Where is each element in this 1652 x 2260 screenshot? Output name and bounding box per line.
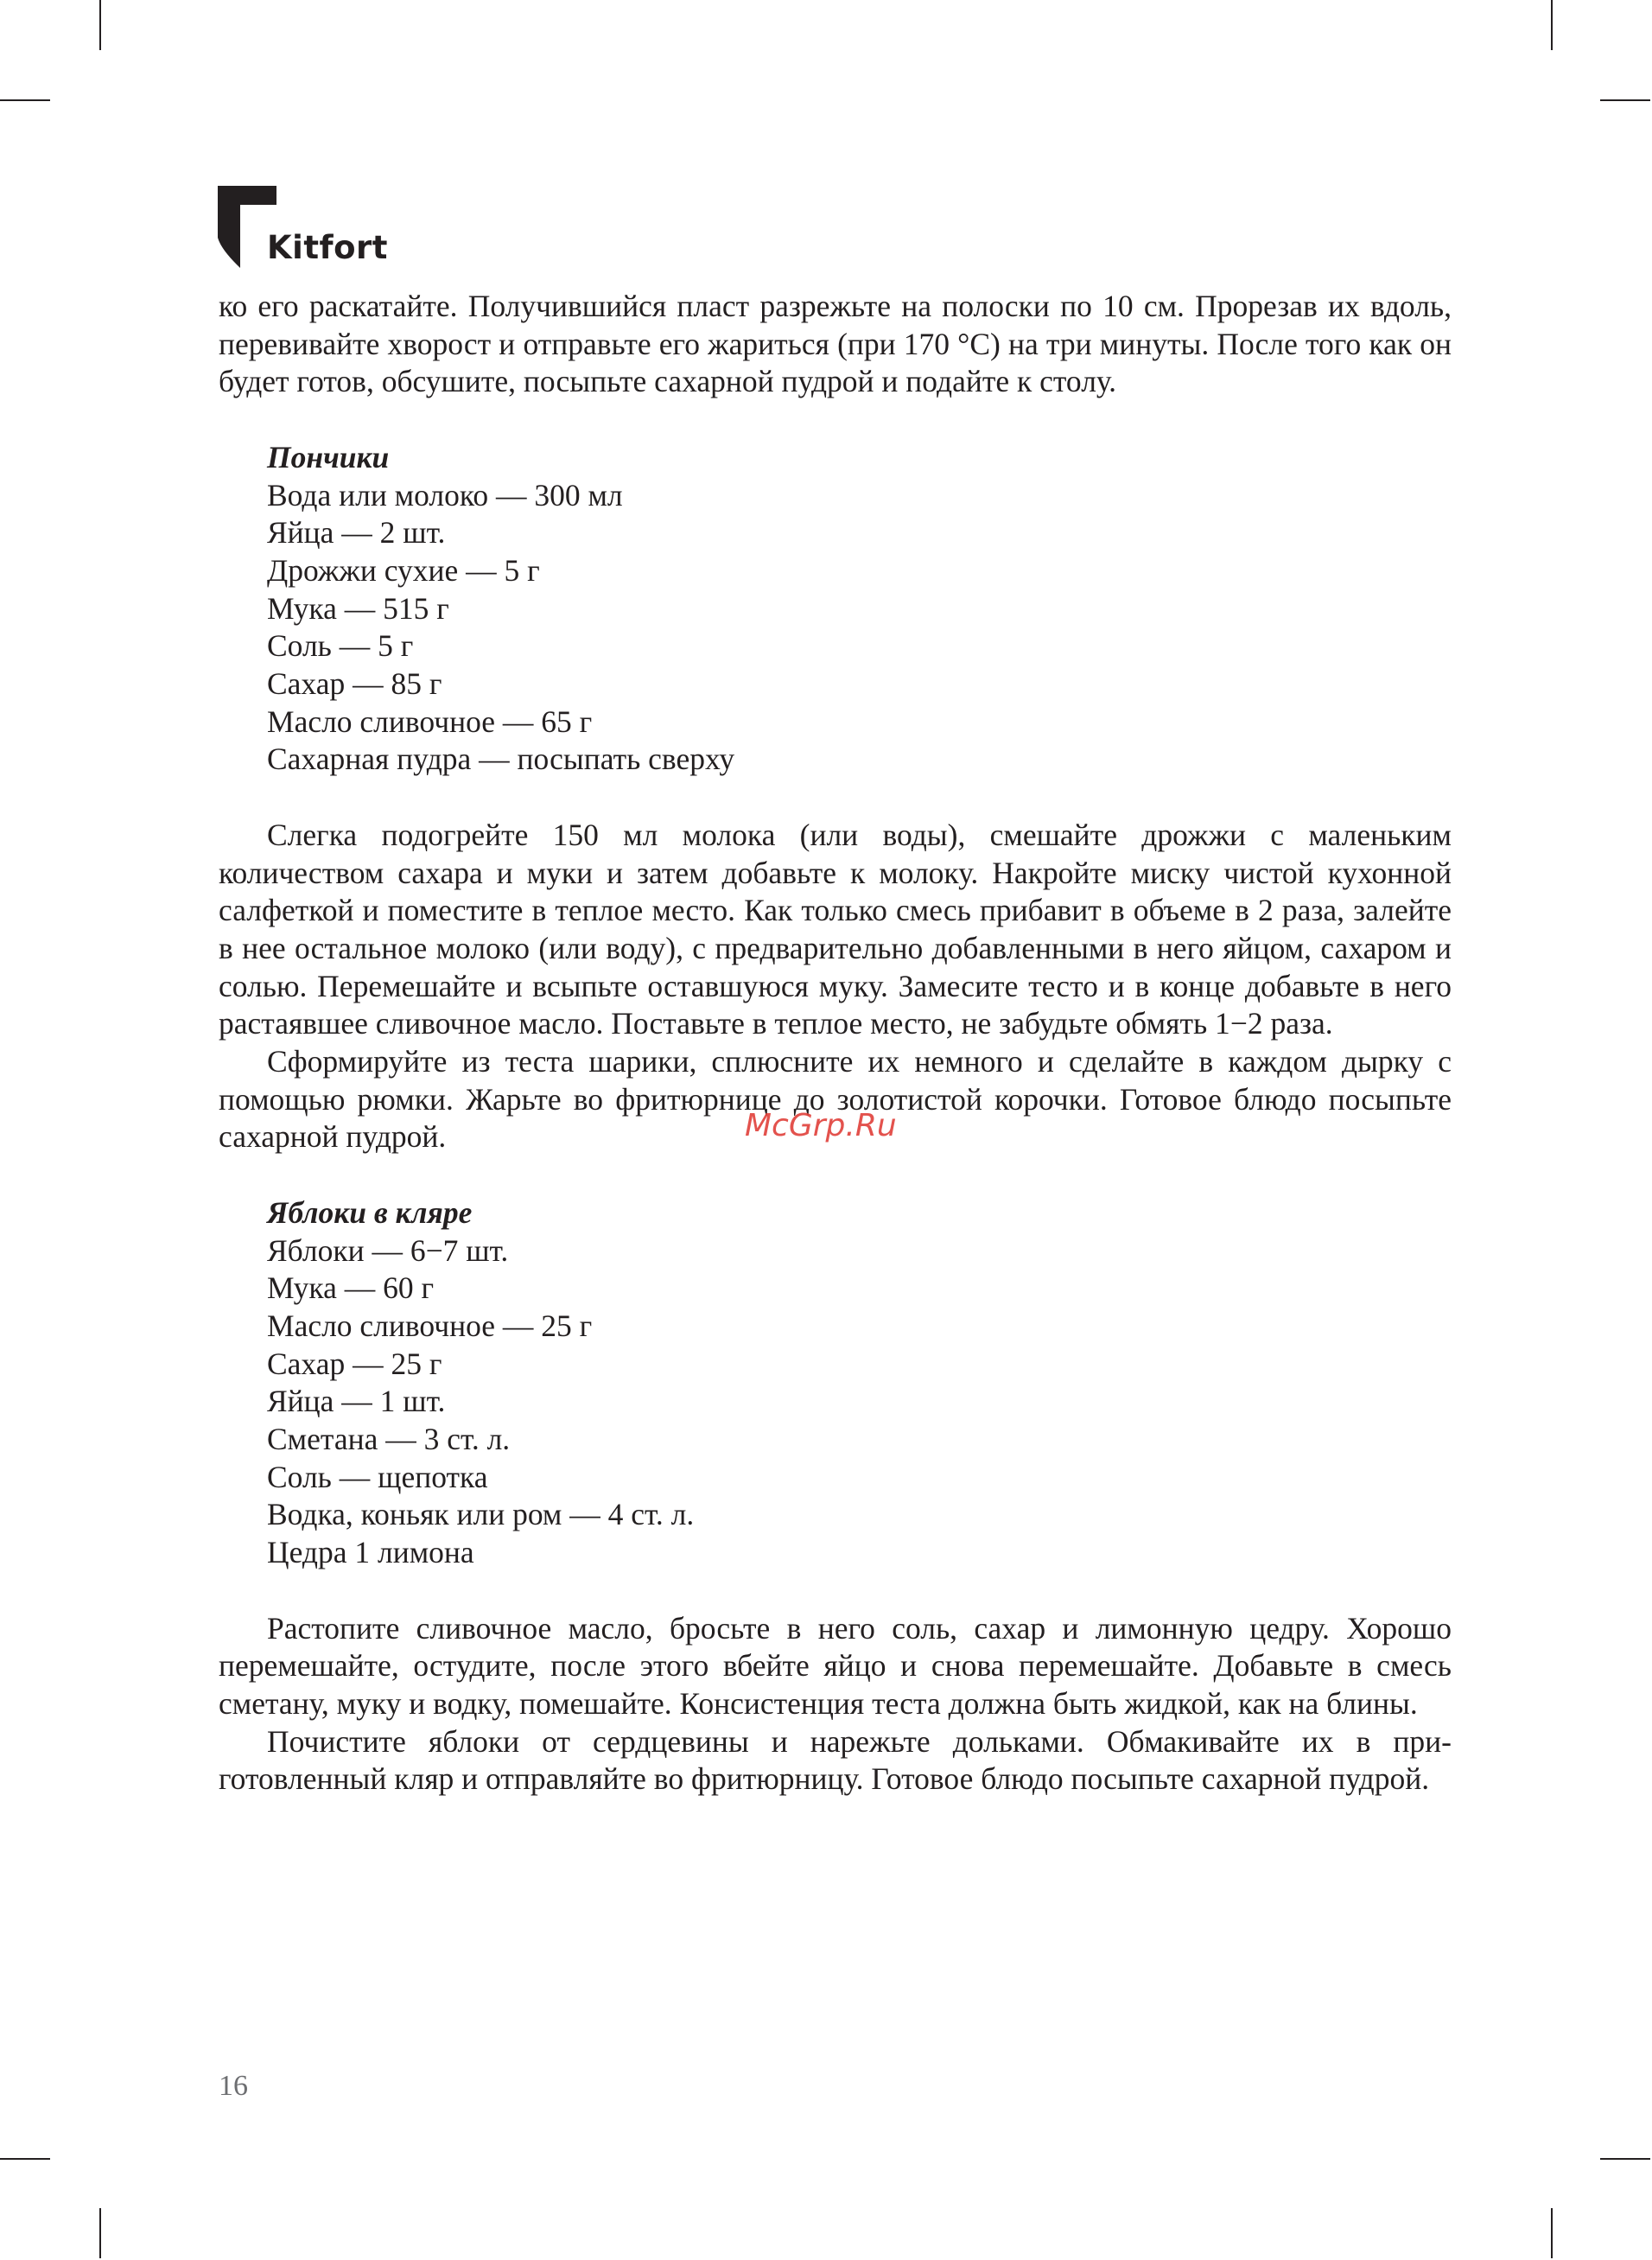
spacer — [219, 1156, 1452, 1194]
kitfort-logo — [218, 186, 425, 272]
ingredient-item: Цедра 1 лимона — [267, 1535, 474, 1570]
ingredient-item: Мука — 515 г — [267, 590, 449, 626]
crop-mark-top-right — [1551, 0, 1553, 50]
page-number: 16 — [219, 2070, 248, 2102]
page-content — [219, 288, 1452, 1798]
ingredient-item: Водка, коньяк или ром — 4 ст. л. — [267, 1497, 695, 1532]
ingredient-item: Вода или молоко — 300 мл — [267, 477, 623, 512]
ingredient-item: Яйца — 1 шт. — [267, 1384, 446, 1419]
crop-mark-right-top — [1600, 99, 1650, 101]
crop-mark-left-top — [0, 99, 50, 101]
recipe-paragraph: Сформируйте из теста шарики, сплюсните их немного и сделайте в каждом дырку с помощью рюмки. Жарьте во фритюрнице до золотистой корочки. Готовое блюдо посыпьте сахарной пудрой. — [219, 1044, 1452, 1155]
ingredient-item: Дрожжи сухие — 5 г — [267, 552, 540, 588]
recipe-ingredients-apples — [219, 1194, 1452, 1572]
crop-mark-top-left — [99, 0, 101, 50]
recipe-title: Яблоки в кляре — [267, 1194, 473, 1230]
recipe-paragraph: Почистите яблоки от сердцевины и нарежьте дольками. Обмакивайте их в приготовленный кляр и отправляйте во фритюрницу. Готовое блюдо посыпьте сахарной пудрой. — [219, 1723, 1452, 1797]
crop-mark-bottom-left — [99, 2208, 101, 2258]
brand-name: Kitfort — [267, 229, 388, 266]
ingredient-item: Яблоки — 6−7 шт. — [267, 1232, 509, 1268]
ingredient-item: Мука — 60 г — [267, 1270, 435, 1306]
ingredient-item: Масло сливочное — 65 г — [267, 703, 593, 739]
recipe-paragraph: Слегка подогрейте 150 мл молока (или воды), смешайте дрожжи с маленьким количеством сахара и муки и затем добавьте к молоку. Накройте миску чистой кухонной салфеткой и поместите в теплое место. Как только смесь прибавит в объеме в 2 раза, залейте в нее остальное молоко (или воду), с предварительно добавленными в него яйцом, сахаром и солью. Перемешайте и всыпьте оставшуюся муку. Замесите тесто и в конце добавьте в него растаявшее сливочное масло. Поставьте в теплое место, не забудьте обмять 1−2 раза. — [219, 817, 1452, 1041]
spacer — [219, 401, 1452, 439]
spacer — [219, 779, 1452, 817]
intro-paragraph: ко его раскатайте. Получившийся пласт разрежьте на полоски по 10 см. Прорезав их вдоль, перевивайте хворост и отправьте его жариться (при 170 °C) на три минуты. После того как он будет готов, обсушите, посыпьте сахарной пудрой и подайте к столу. — [219, 289, 1452, 399]
recipe-title: Пончики — [267, 439, 390, 474]
ingredient-item: Сахарная пудра — посыпать сверху — [267, 742, 735, 777]
ingredient-item: Сметана — 3 ст. л. — [267, 1422, 511, 1457]
crop-mark-bottom-right — [1551, 2208, 1553, 2258]
recipe-ingredients-donuts — [219, 439, 1452, 779]
ingredient-item: Масло сливочное — 25 г — [267, 1308, 593, 1343]
ingredient-item: Сахар — 85 г — [267, 666, 442, 702]
ingredient-item: Соль — щепотка — [267, 1459, 488, 1494]
ingredient-item: Сахар — 25 г — [267, 1346, 442, 1381]
ingredient-item: Яйца — 2 шт. — [267, 515, 446, 551]
spacer — [219, 1572, 1452, 1610]
crop-mark-left-bottom — [0, 2158, 50, 2160]
crop-mark-right-bottom — [1600, 2158, 1650, 2160]
ingredient-item: Соль — 5 г — [267, 628, 414, 664]
recipe-paragraph: Растопите сливочное масло, бросьте в него соль, сахар и лимонную цедру. Хорошо перемешайте, остудите, после этого вбейте яйцо и снова перемешайте. Добавьте в смесь сметану, муку и водку, помешайте. Консистенция теста должна быть жидкой, как на блины. — [219, 1610, 1452, 1721]
watermark: McGrp.Ru — [745, 1108, 897, 1143]
